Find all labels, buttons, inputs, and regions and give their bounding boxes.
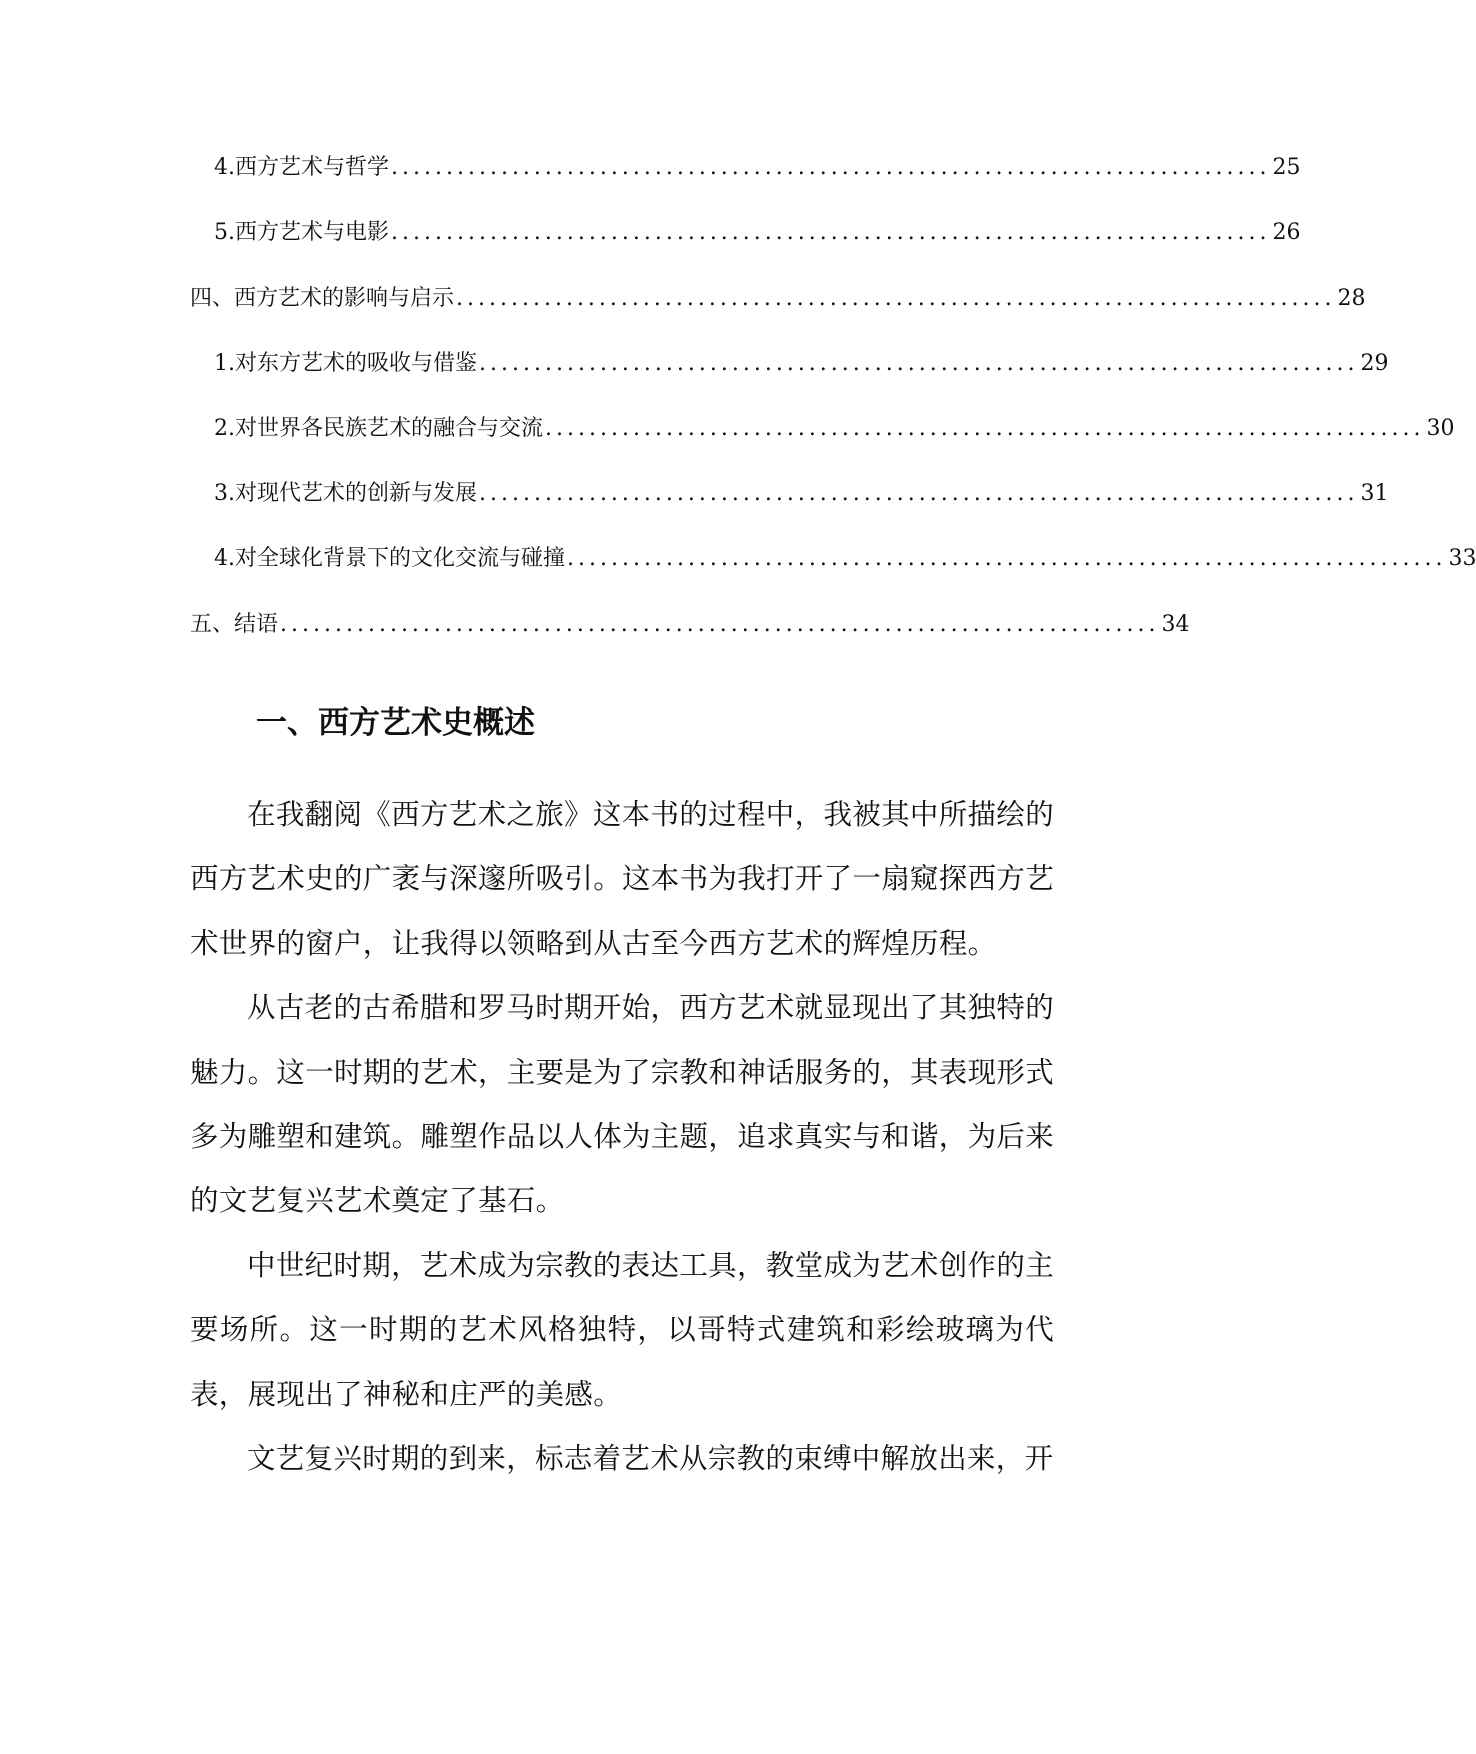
toc-entry-page: 33 [1448,546,1476,571]
toc-dot-leader: ................................................................................ [545,416,1425,441]
toc-dot-leader: ................................................................................ [479,481,1359,506]
toc-entry-title: 对全球化背景下的文化交流与碰撞 [235,546,566,571]
toc-entry-page: 29 [1360,351,1389,376]
toc-dot-leader: ................................................................................ [567,546,1447,571]
toc-entry-number: 1. [214,351,235,376]
toc-dot-leader: ................................................................................ [456,286,1336,311]
toc-entry[interactable] [214,218,1301,248]
toc-entry-title: 西方艺术与电影 [235,220,390,245]
toc-entry-page: 28 [1337,286,1366,311]
toc-entry-title: 对东方艺术的吸收与借鉴 [235,351,478,376]
toc-entry[interactable] [190,610,1190,640]
toc-entry-number: 3. [214,481,235,506]
toc-entry[interactable] [214,479,1389,509]
toc-entry-title: 对现代艺术的创新与发展 [235,481,478,506]
body-text [190,783,1054,1491]
toc-entry-number: 4. [214,546,235,571]
toc-entry[interactable] [214,153,1301,183]
toc-dot-leader: ................................................................................ [391,155,1271,180]
toc-entry-number: 2. [214,416,235,441]
toc-entry[interactable] [214,349,1389,379]
paragraph: 从古老的古希腊和罗马时期开始，西方艺术就显现出了其独特的魅力。这一时期的艺术，主要是为了宗教和神话服务的，其表现形式多为雕塑和建筑。雕塑作品以人体为主题，追求真实与和谐，为后来的文艺复兴艺术奠定了基石。 [190,991,1055,1218]
toc-entry[interactable] [214,414,1455,444]
section-heading: 一、西方艺术史概述 [256,705,535,741]
toc-entry-title: 对世界各民族艺术的融合与交流 [235,416,544,441]
toc-entry-page: 34 [1161,612,1190,637]
toc-entry-page: 30 [1426,416,1455,441]
toc-dot-leader: ................................................................................ [391,220,1271,245]
toc-entry[interactable] [214,544,1476,574]
toc-entry-number: 4. [214,155,235,180]
paragraph: 在我翻阅《西方艺术之旅》这本书的过程中，我被其中所描绘的西方艺术史的广袤与深邃所吸引。这本书为我打开了一扇窥探西方艺术世界的窗户，让我得以领略到从古至今西方艺术的辉煌历程。 [190,798,1055,960]
paragraph: 中世纪时期，艺术成为宗教的表达工具，教堂成为艺术创作的主要场所。这一时期的艺术风格独特，以哥特式建筑和彩绘玻璃为代表，展现出了神秘和庄严的美感。 [190,1248,1054,1411]
toc-entry-title: 五、结语 [190,612,279,637]
toc-entry-number: 5. [214,220,235,245]
toc-entry[interactable] [190,284,1366,314]
toc-entry-page: 31 [1360,481,1389,506]
toc-dot-leader: ................................................................................ [280,612,1160,637]
toc-entry-page: 26 [1272,220,1301,245]
toc-dot-leader: ................................................................................ [479,351,1359,376]
toc-entry-title: 西方艺术与哲学 [235,155,390,180]
toc-entry-title: 四、西方艺术的影响与启示 [190,286,455,311]
paragraph: 文艺复兴时期的到来，标志着艺术从宗教的束缚中解放出来，开 [247,1442,1054,1476]
toc-entry-page: 25 [1272,155,1301,180]
